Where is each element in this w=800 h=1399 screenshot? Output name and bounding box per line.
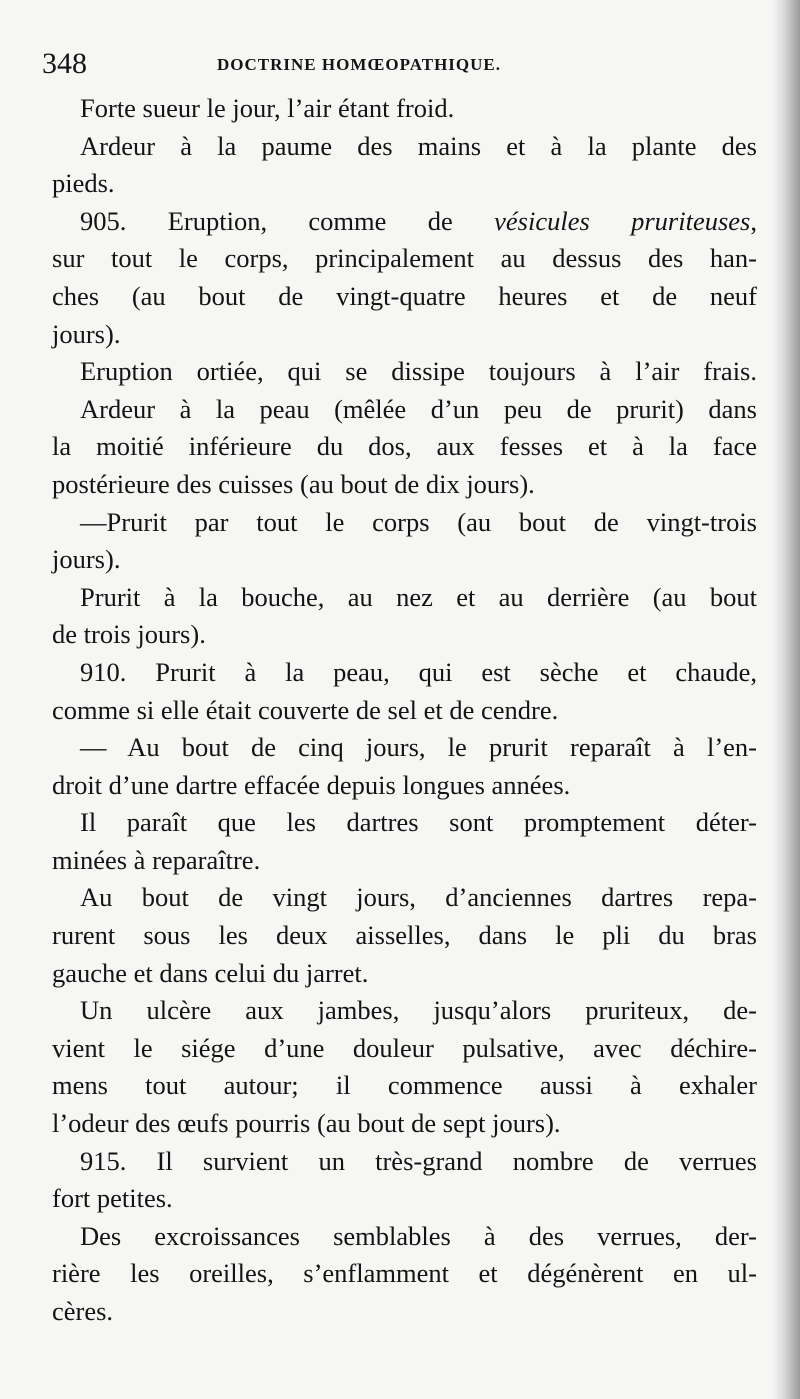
text-line: droit d’une dartre effacée depuis longues années. [52, 769, 571, 800]
text-line: Forte sueur le jour, l’air étant froid. [80, 93, 455, 123]
running-title: DOCTRINE HOMŒOPATHIQUE. [217, 55, 501, 74]
text-line: —Prurit par tout le corps (au bout de vingt-trois [80, 506, 757, 537]
text-line: Ardeur à la peau (mêlée d’un peu de prurit) dans [80, 393, 757, 424]
text-line: Prurit à la bouche, au nez et au derrière (au bout [80, 581, 757, 612]
text-line: gauche et dans celui du jarret. [52, 957, 369, 988]
text-line: Eruption ortiée, qui se dissipe toujours à l’air frais. [80, 356, 757, 387]
text-line: vient le siége d’une douleur pulsative, avec déchire- [52, 1032, 757, 1063]
text-line: jours). [52, 544, 121, 575]
text-line: Des excroissances semblables à des verrues, der- [80, 1220, 757, 1251]
text-line: de trois jours). [52, 619, 206, 650]
text-line: 910. Prurit à la peau, qui est sèche et chaude, [80, 656, 757, 687]
text-line: ches (au bout de vingt-quatre heures et de neuf [52, 280, 757, 311]
text-line: rière les oreilles, s’enflamment et dégénèrent en ul- [52, 1258, 757, 1289]
page-edge-shadow [772, 0, 800, 1399]
text-line: cères. [52, 1296, 114, 1326]
italic-term: vésicules pruriteuses [494, 205, 751, 236]
text-line: sur tout le corps, principalement au dessus des han- [52, 243, 757, 274]
text-fragment: , [750, 205, 757, 236]
text-line: Ardeur à la paume des mains et à la plante des [80, 130, 757, 161]
text-line: — Au bout de cinq jours, le prurit reparaît à l’en- [80, 732, 757, 763]
text-line: Un ulcère aux jambes, jusqu’alors pruriteux, de- [80, 995, 757, 1026]
text-line: mens tout autour; il commence aussi à exhaler [52, 1070, 757, 1101]
text-line: Il paraît que les dartres sont promptement déter- [80, 807, 757, 838]
text-line: 915. Il survient un très-grand nombre de verrues [80, 1145, 757, 1176]
text-line: Au bout de vingt jours, d’anciennes dartres repa- [80, 882, 757, 913]
text-line: comme si elle était couverte de sel et de cendre. [52, 694, 559, 725]
text-line: rurent sous les deux aisselles, dans le pli du bras [52, 920, 757, 951]
text-line: l’odeur des œufs pourris (au bout de sept jours). [52, 1108, 561, 1139]
paragraph-number-905: 905. Eruption, comme de [80, 205, 495, 236]
page-header [42, 44, 762, 84]
text-line: minées à reparaître. [52, 844, 261, 875]
text-line: fort petites. [52, 1183, 173, 1214]
text-line: pieds. [52, 168, 115, 199]
text-line: postérieure des cuisses (au bout de dix jours). [52, 468, 535, 499]
text-line [52, 203, 757, 241]
body-text [52, 90, 757, 1331]
page-number: 348 [42, 47, 87, 80]
text-line: la moitié inférieure du dos, aux fesses et à la face [52, 431, 757, 462]
text-line: jours). [52, 318, 121, 349]
